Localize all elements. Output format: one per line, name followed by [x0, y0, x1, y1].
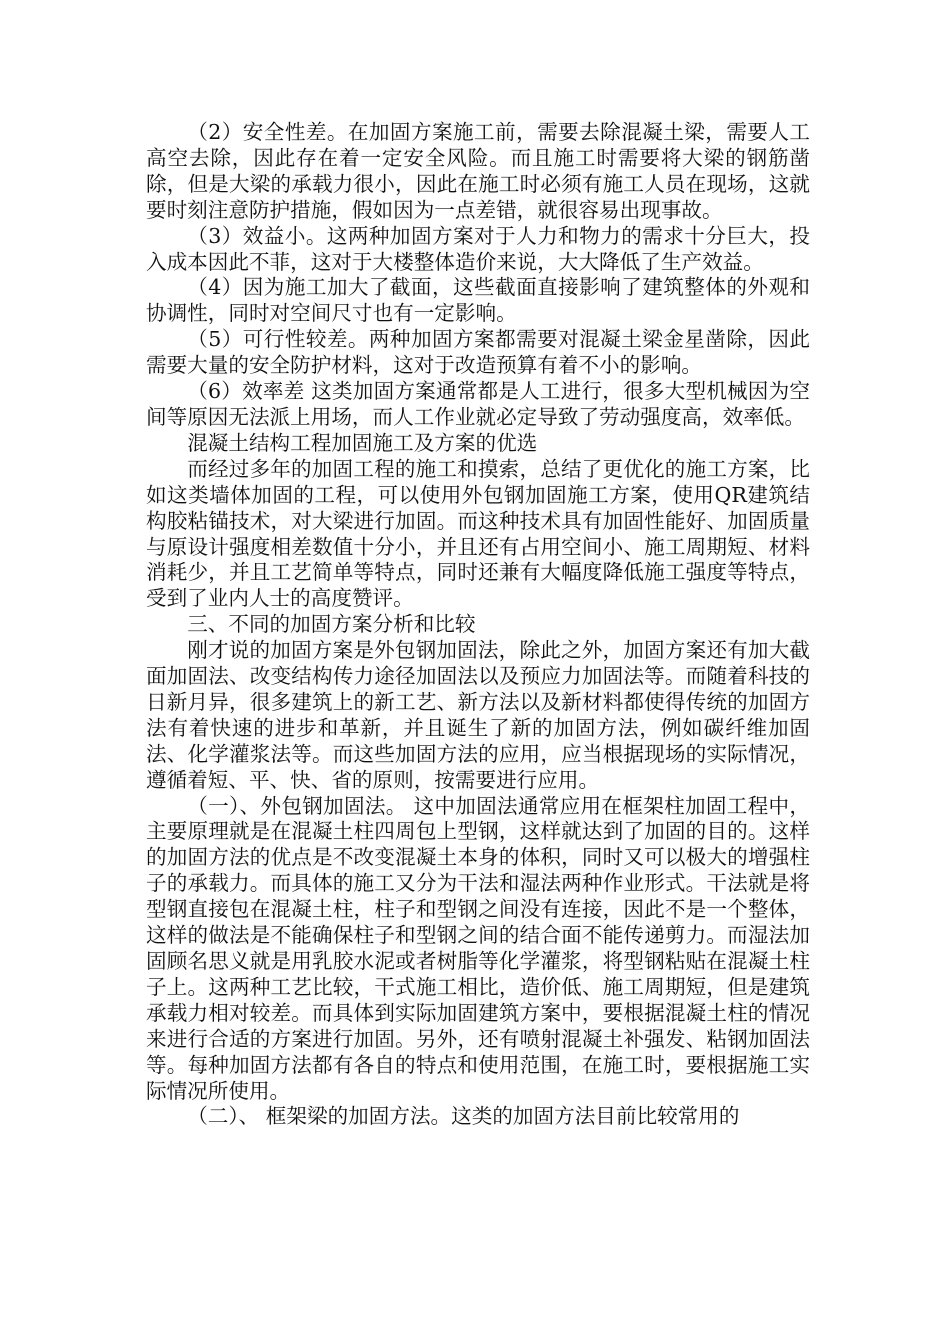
paragraph-safety: （2）安全性差。在加固方案施工前，需要去除混凝土梁，需要人工高空去除，因此存在着一定安全风险。而且施工时需要将大梁的钢筋凿除，但是大梁的承载力很小，因此在施工时必须有施工人员在现场，这就要时刻注意防护措施，假如因为一点差错，就很容易出现事故。: [146, 120, 810, 222]
paragraph-steel-wrapping: （一）、外包钢加固法。 这中加固法通常应用在框架柱加固工程中，主要原理就是在混凝土柱四周包上型钢，这样就达到了加固的目的。这样的加固方法的优点是不改变混凝土本身的体积，同时又可以极大的增强柱子的承载力。而具体的施工又分为干法和湿法两种作业形式。干法就是将型钢直接包在混凝土柱，柱子和型钢之间没有连接，因此不是一个整体，这样的做法是不能确保柱子和型钢之间的结合面不能传递剪力。而湿法加固顾名思义就是用乳胶水泥或者树脂等化学灌浆，将型钢粘贴在混凝土柱子上。这两种工艺比较，干式施工相比，造价低、施工周期短，但是建筑承载力相对较差。而具体到实际加固建筑方案中，要根据混凝土柱的情况来进行合适的方案进行加固。另外，还有喷射混凝土补强发、粘钢加固法等。每种加固方法都有各自的特点和使用范围，在施工时，要根据施工实际情况所使用。: [146, 793, 810, 1103]
paragraph-appearance: （4）因为施工加大了截面，这些截面直接影响了建筑整体的外观和协调性，同时对空间尺寸也有一定影响。: [146, 275, 810, 326]
section-heading-optimization: 混凝土结构工程加固施工及方案的优选: [187, 430, 538, 455]
paragraph-benefit: （3）效益小。这两种加固方案对于人力和物力的需求十分巨大，投入成本因此不菲，这对于大楼整体造价来说，大大降低了生产效益。: [146, 223, 810, 274]
paragraph-feasibility: （5）可行性较差。两种加固方案都需要对混凝土梁金星凿除，因此需要大量的安全防护材料，这对于改造预算有着不小的影响。: [146, 327, 810, 378]
paragraph-efficiency: （6）效率差 这类加固方案通常都是人工进行，很多大型机械因为空间等原因无法派上用场，而人工作业就必定导致了劳动强度高，效率低。: [146, 379, 810, 429]
paragraph-methods-overview: 刚才说的加固方案是外包钢加固法，除此之外，加固方案还有加大截面加固法、改变结构传力途径加固法以及预应力加固法等。而随着科技的日新月异，很多建筑上的新工艺、新方法以及新材料都使得传统的加固方法有着快速的进步和革新，并且诞生了新的加固方法，例如碳纤维加固法、化学灌浆法等。而这些加固方法的应用，应当根据现场的实际情况，遵循着短、平、快、省的原则，按需要进行应用。: [146, 638, 810, 792]
paragraph-frame-beam: （二）、 框架梁的加固方法。这类的加固方法目前比较常用的: [187, 1104, 740, 1129]
paragraph-optimized-scheme: 而经过多年的加固工程的施工和摸索，总结了更优化的施工方案，比如这类墙体加固的工程，可以使用外包钢加固施工方案，使用QR建筑结构胶粘锚技术，对大梁进行加固。而这种技术具有加固性能好、加固质量与原设计强度相差数值十分小，并且还有占用空间小、施工周期短、材料消耗少，并且工艺简单等特点，同时还兼有大幅度降低施工强度等特点，受到了业内人士的高度赞评。: [146, 456, 810, 611]
section-heading-comparison: 三、不同的加固方案分析和比较: [187, 612, 476, 637]
document-page: [146, 120, 810, 1130]
